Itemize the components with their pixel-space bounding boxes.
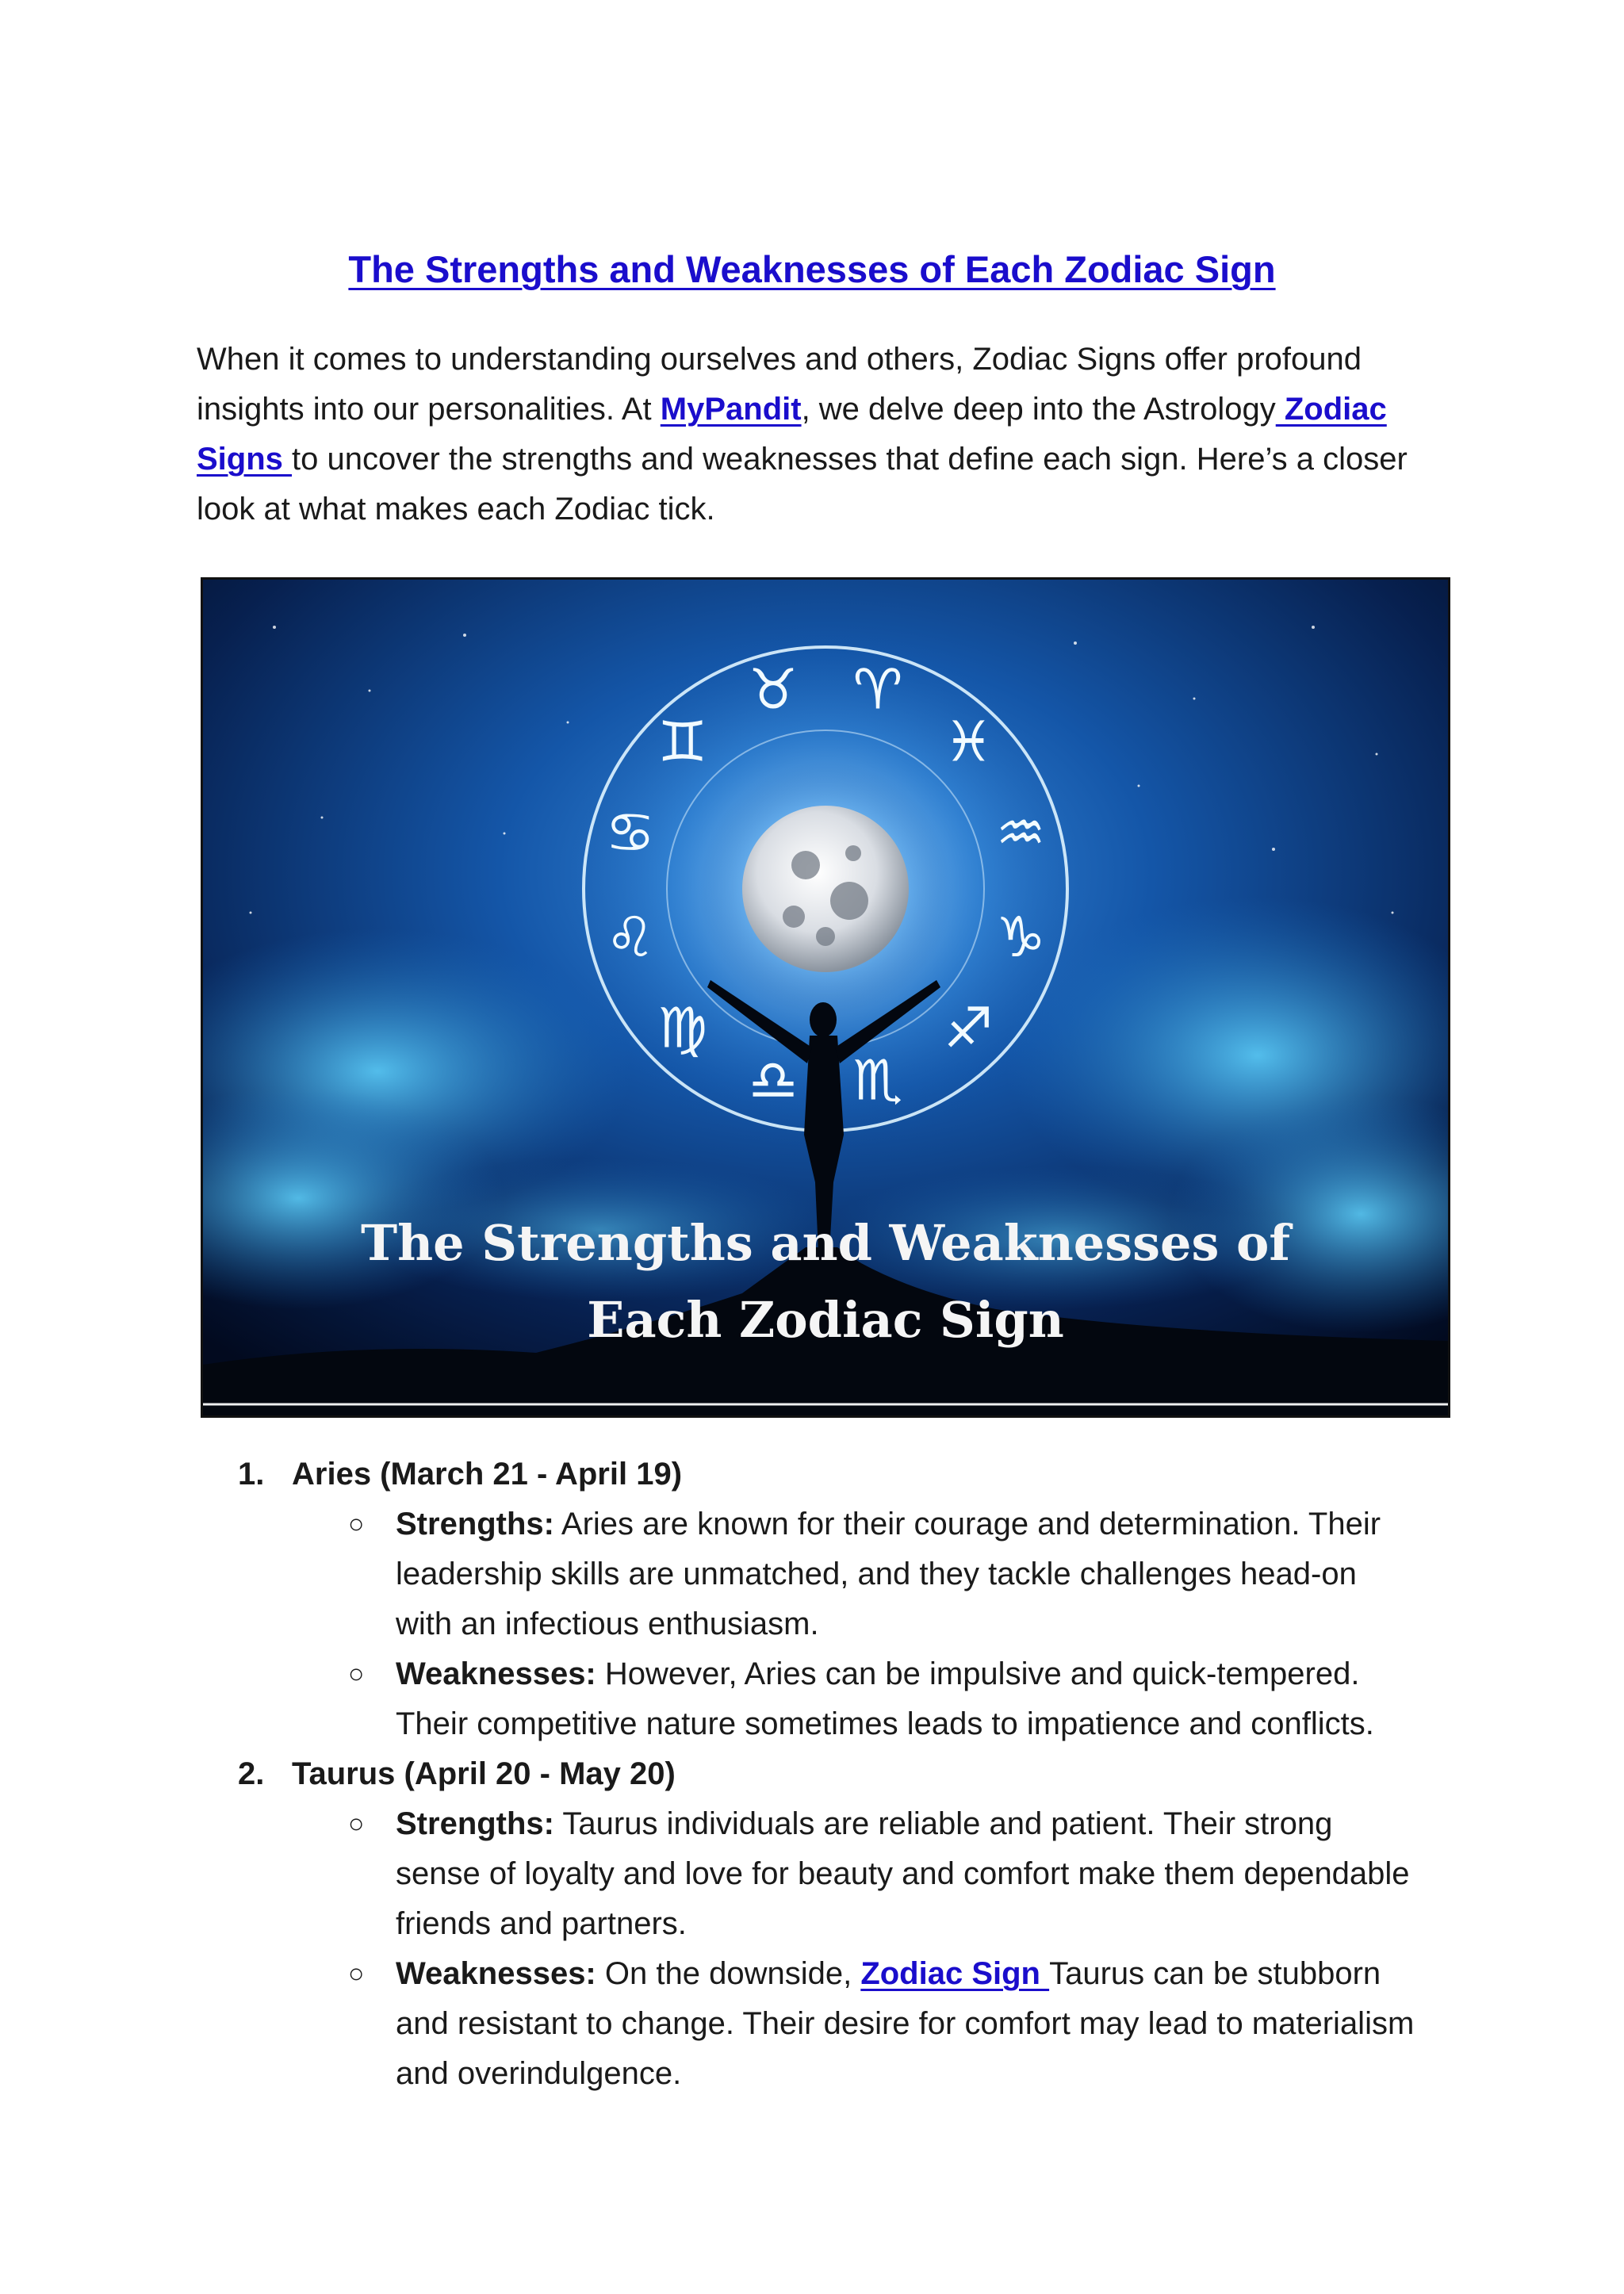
title-link[interactable]: The Strengths and Weaknesses of Each Zodiac Sign [348,248,1276,290]
zodiac-glyph: ♐ [943,995,994,1061]
strengths-text: Taurus individuals are reliable and patient. Their strong sense of loyalty and love for beauty and comfort make them dependable friends and partners. [396,1806,1410,1941]
zodiac-glyph: ♍ [657,995,708,1061]
zodiac-signs-link[interactable]: Zodiac Signs [197,392,1387,477]
list-item-aries [238,1450,1475,1749]
item-number: 1. [238,1457,265,1492]
bullet-icon: ○ [348,1809,365,1839]
hero-image [201,577,1450,1418]
list-item-taurus [238,1749,1475,2099]
weaknesses-text: On the downside, [596,1956,861,1991]
page-title[interactable] [0,247,1624,291]
zodiac-glyph: ♌ [605,905,656,971]
zodiac-glyph: ♉ [748,657,799,722]
moon [742,806,909,972]
sub-item-strengths [345,1799,1475,1949]
weaknesses-text: However, Aries can be impulsive and quick-tempered. Their competitive nature sometimes leads to impatience and conflicts. [396,1656,1374,1741]
item-title: Aries (March 21 - April 19) [292,1457,683,1492]
weaknesses-label: Weaknesses: [396,1956,596,1991]
item-heading [238,1450,1475,1499]
item-title: Taurus (April 20 - May 20) [292,1756,676,1791]
intro-text-1: When it comes to understanding ourselves and others, Zodiac Signs offer profound insights into our personalities. At [197,342,1362,427]
item-number: 2. [238,1756,265,1791]
weaknesses-text-cont: Taurus can be stubborn and resistant to change. Their desire for comfort may lead to materialism and overindulgence. [396,1956,1415,2091]
zodiac-glyph: ♒ [995,800,1046,866]
intro-paragraph [197,335,1434,534]
strengths-label: Strengths: [396,1507,554,1541]
zodiac-sign-link[interactable]: Zodiac Sign [860,1956,1050,1991]
strengths-label: Strengths: [396,1806,554,1841]
intro-text-3: to uncover the strengths and weaknesses that define each sign. Here’s a closer look at what makes each Zodiac tick. [197,442,1408,527]
item-heading [238,1749,1475,1799]
zodiac-glyph: ♈ [852,657,903,722]
hero-caption-line-1: The Strengths and Weaknesses of [360,1214,1291,1272]
sub-item-weaknesses [345,1949,1475,2099]
zodiac-glyph: ♑ [995,905,1046,971]
hero-caption-line-2: Each Zodiac Sign [587,1291,1064,1349]
zodiac-glyph: ♏ [852,1047,903,1113]
bullet-icon: ○ [348,1959,365,1989]
zodiac-glyph: ♓ [943,709,994,775]
zodiac-glyph: ♋ [605,800,656,866]
weaknesses-label: Weaknesses: [396,1656,596,1691]
hero-illustration [203,580,1448,1415]
sub-item-weaknesses [345,1649,1475,1749]
bullet-icon: ○ [348,1659,365,1689]
zodiac-glyph: ♊ [657,709,708,775]
zodiac-list [238,1450,1475,2099]
sub-item-strengths [345,1499,1475,1649]
intro-text-2: , we delve deep into the Astrology [801,392,1276,427]
mypandit-link[interactable]: MyPandit [660,392,802,427]
zodiac-glyph: ♎ [748,1047,799,1113]
bullet-icon: ○ [348,1509,365,1539]
strengths-text: Aries are known for their courage and determination. Their leadership skills are unmatched, and they tackle challenges head-on with an infectious enthusiasm. [396,1507,1381,1641]
